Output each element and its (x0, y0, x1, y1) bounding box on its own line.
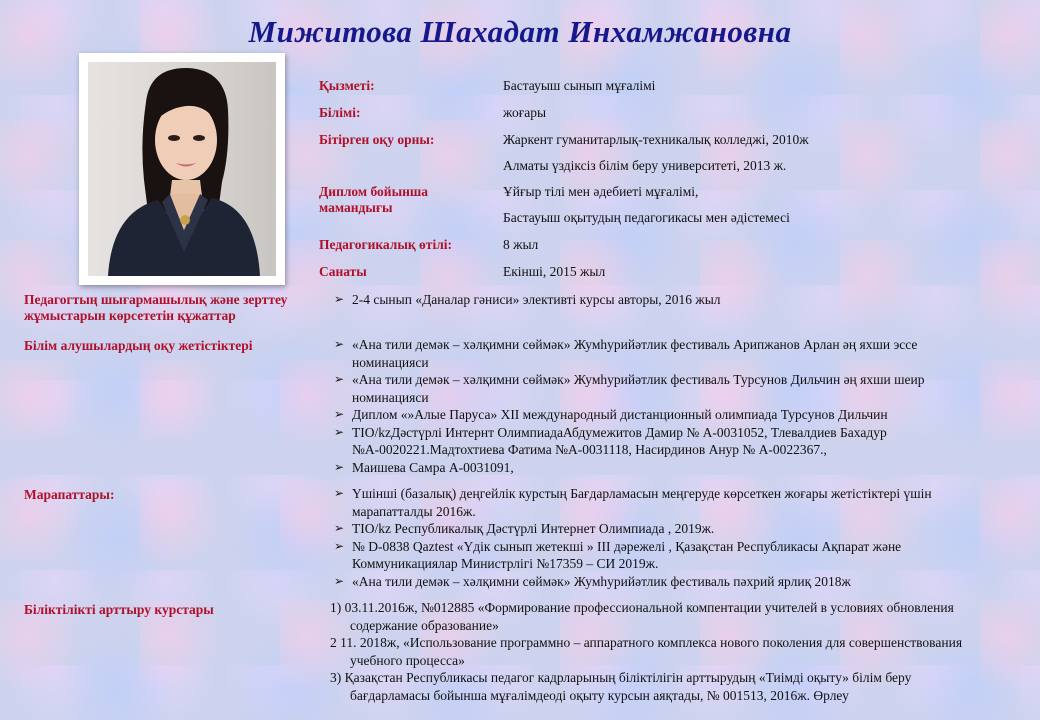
arrow-bullet-icon: ➢ (334, 573, 345, 588)
list-item: ➢ TIO/kz Республикалық Дәстүрлі Интернет Олимпиада , 2019ж. (334, 521, 715, 536)
research-list (334, 291, 1004, 309)
arrow-bullet-icon: ➢ (334, 407, 345, 421)
graduated-label: Бітірген оқу орны: (319, 132, 435, 147)
diploma-value-1: Ұйғыр тілі мен әдебиеті мұғалімі, (503, 184, 699, 199)
page-title: Мижитова Шахадат Инхамжановна (248, 14, 792, 49)
list-item: ➢ № D-0838 Qaztest «Үдік сынып жетекші » ІІІ дәрежелі , Қазақстан Республикасы Ақпарат және Коммуникациялар Министрлігі №17359 – СИ 2019ж. (334, 538, 902, 571)
list-item: 1) 03.11.2016ж, №012885 «Формирование профессиональной компентации учителей в условиях обновления содержание образование» (330, 600, 954, 633)
experience-value: 8 жыл (503, 237, 539, 252)
graduated-value-1: Жаркент гуманитарлық-техникалық колледжі, 2010ж (503, 132, 809, 147)
awards-label: Марапаттары: (24, 487, 115, 502)
list-item: ➢ Диплом «»Алые Паруса» XII международный дистанционный олимпиада Турсунов Дильчин (334, 407, 888, 422)
achievements-label: Білім алушылардың оқу жетістіктері (24, 338, 253, 353)
category-value: Екінші, 2015 жыл (503, 264, 606, 279)
list-item: ➢ «Ана тили демәк – хәлқимни сөймәк» Жумһурийәтлик фестиваль Арипжанов Арлан әң яхши эссе номинацияси (334, 337, 918, 370)
courses-list (330, 599, 980, 704)
arrow-bullet-icon: ➢ (334, 337, 345, 351)
category-label: Санаты (319, 264, 367, 279)
list-item: ➢ «Ана тили демәк – хәлқимни сөймәк» Жумһурийәтлик фестиваль пәхрий ярлиқ 2018ж (334, 573, 851, 589)
arrow-bullet-icon: ➢ (334, 521, 345, 535)
arrow-bullet-icon: ➢ (334, 424, 345, 439)
courses-label: Біліктілікті арттыру курстары (24, 602, 214, 617)
list-item: ➢ TIO/kzДәстүрлі Интернт ОлимпиадаАбдумежитов Дамир № А-0031052, Тлевалдиев Бахадур №А-0020221.Мадтохтиева Фатима №А-0031118, Насирдинов Анур № А-0022367., (334, 424, 887, 457)
list-item: 2 11. 2018ж, «Использование программно – аппаратного комплекса нового поколения для совершенствования учебного процесса» (330, 635, 963, 668)
list-item: ➢ 2-4 сынып «Даналар гәниси» элективті курсы авторы, 2016 жыл (334, 292, 721, 307)
diploma-label: Диплом бойынша мамандығы (319, 184, 429, 215)
list-item: ➢ Маишева Самра А-0031091, (334, 459, 514, 475)
diploma-value-2: Бастауыш оқытудың педагогикасы мен әдістемесі (503, 210, 790, 225)
research-label: Педагогтың шығармашылық және зерттеу жұмыстарын көрсететін құжаттар (24, 292, 288, 323)
list-item: ➢ «Ана тили демәк – хәлқимни сөймәк» Жумһурийәтлик фестиваль Турсунов Дильчин әң яхши шеир номинацияси (334, 372, 925, 405)
portrait-photo (88, 62, 276, 276)
arrow-bullet-icon: ➢ (334, 459, 345, 474)
awards-list (334, 485, 994, 590)
education-value: жоғары (503, 105, 547, 120)
graduated-value-2: Алматы үздіксіз білім беру университеті, 2013 ж. (503, 158, 787, 173)
experience-label: Педагогикалық өтілі: (319, 237, 453, 252)
portrait-photo-frame (79, 53, 285, 285)
arrow-bullet-icon: ➢ (334, 292, 345, 306)
list-item: 3) Қазақстан Республикасы педагог кадрларының біліктілігін арттырудың «Тиімді оқыту» білім беру бағдарламасы бойынша мұғалімдеоді оқыту курсын аяқтады, № 001513, 2016ж. Өрлеу (330, 670, 912, 703)
list-item: ➢ Үшінші (базалық) деңгейлік курстың Бағдарламасын меңгеруде көрсеткен жоғары жетістіктері үшін марапатталды 2016ж. (334, 486, 932, 519)
achievements-list (334, 336, 984, 476)
position-value: Бастауыш сынып мұғалімі (503, 78, 656, 93)
arrow-bullet-icon: ➢ (334, 372, 345, 386)
position-label: Қызметі: (319, 78, 375, 93)
arrow-bullet-icon: ➢ (334, 538, 345, 553)
education-label: Білімі: (319, 105, 361, 120)
arrow-bullet-icon: ➢ (334, 486, 345, 500)
